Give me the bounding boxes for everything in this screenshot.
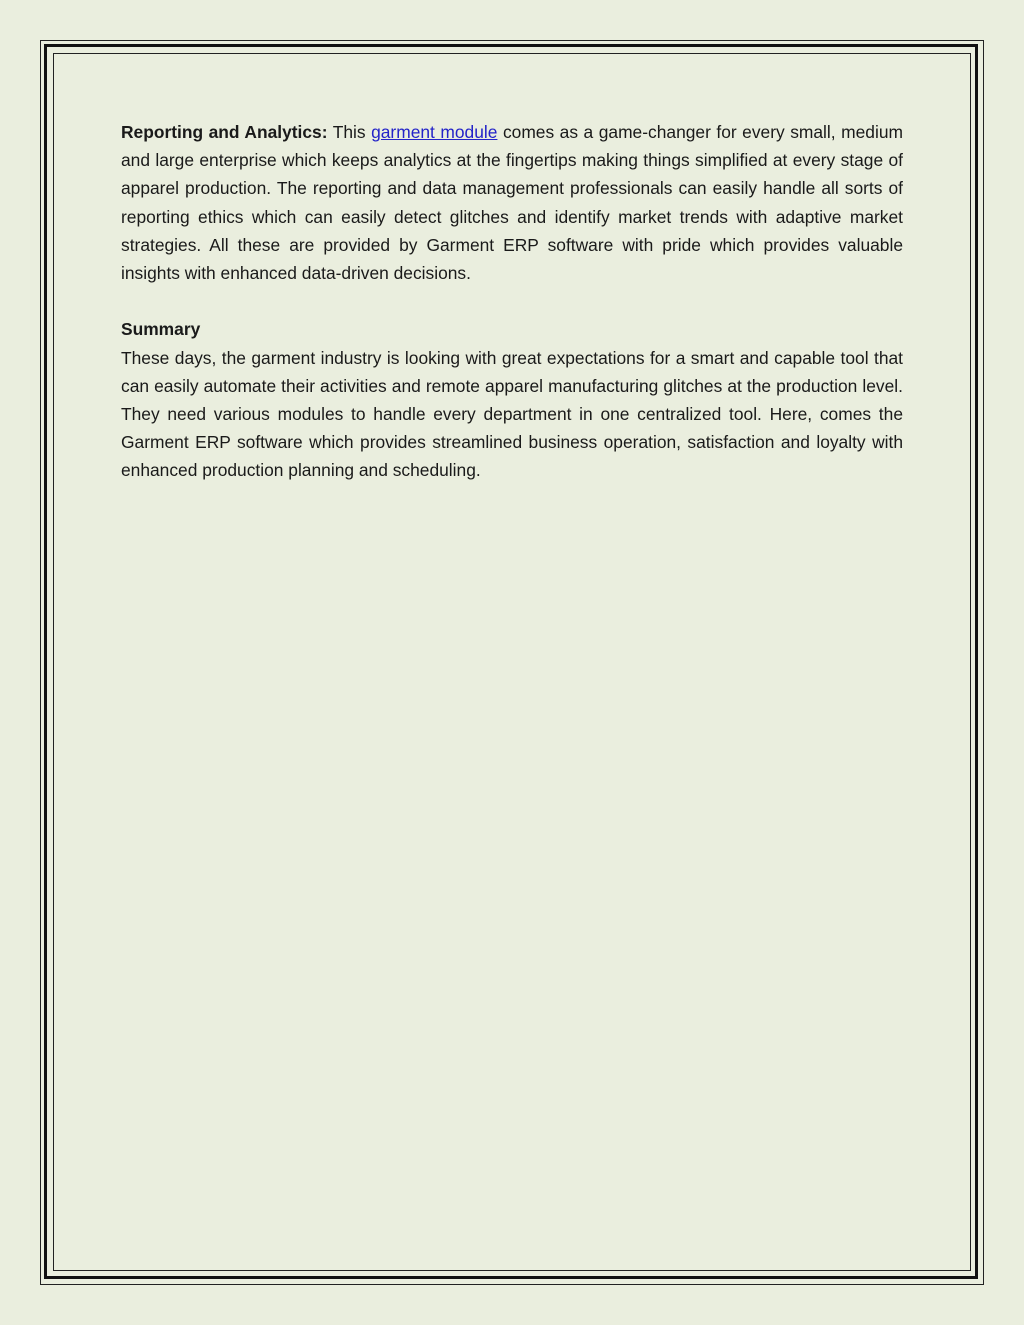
reporting-heading: Reporting and Analytics: bbox=[121, 122, 328, 142]
reporting-text-after-link: comes as a game-changer for every small, medium and large enterprise which keeps analytics at the fingertips making things simplified at every stage of apparel production. The reporting and data management professionals can easily handle all sorts of reporting ethics which can easily detect glitches and identify market trends with adaptive market strategies. All these are provided by Garment ERP software with pride which provides valuable insights with enhanced data-driven decisions. bbox=[121, 122, 903, 284]
summary-paragraph: These days, the garment industry is looking with great expectations for a smart and capable tool that can easily automate their activities and remote apparel manufacturing glitches at the production level. They need various modules to handle every department in one centralized tool. Here, comes the Garment ERP software which provides streamlined business operation, satisfaction and loyalty with enhanced production planning and scheduling. bbox=[121, 347, 903, 481]
reporting-text-before-link: This bbox=[332, 122, 366, 142]
summary-heading: Summary bbox=[121, 319, 201, 340]
paragraph-spacer bbox=[121, 287, 903, 315]
document-body bbox=[121, 118, 903, 485]
garment-module-link[interactable]: garment module bbox=[371, 122, 498, 142]
reporting-paragraph bbox=[121, 118, 903, 287]
